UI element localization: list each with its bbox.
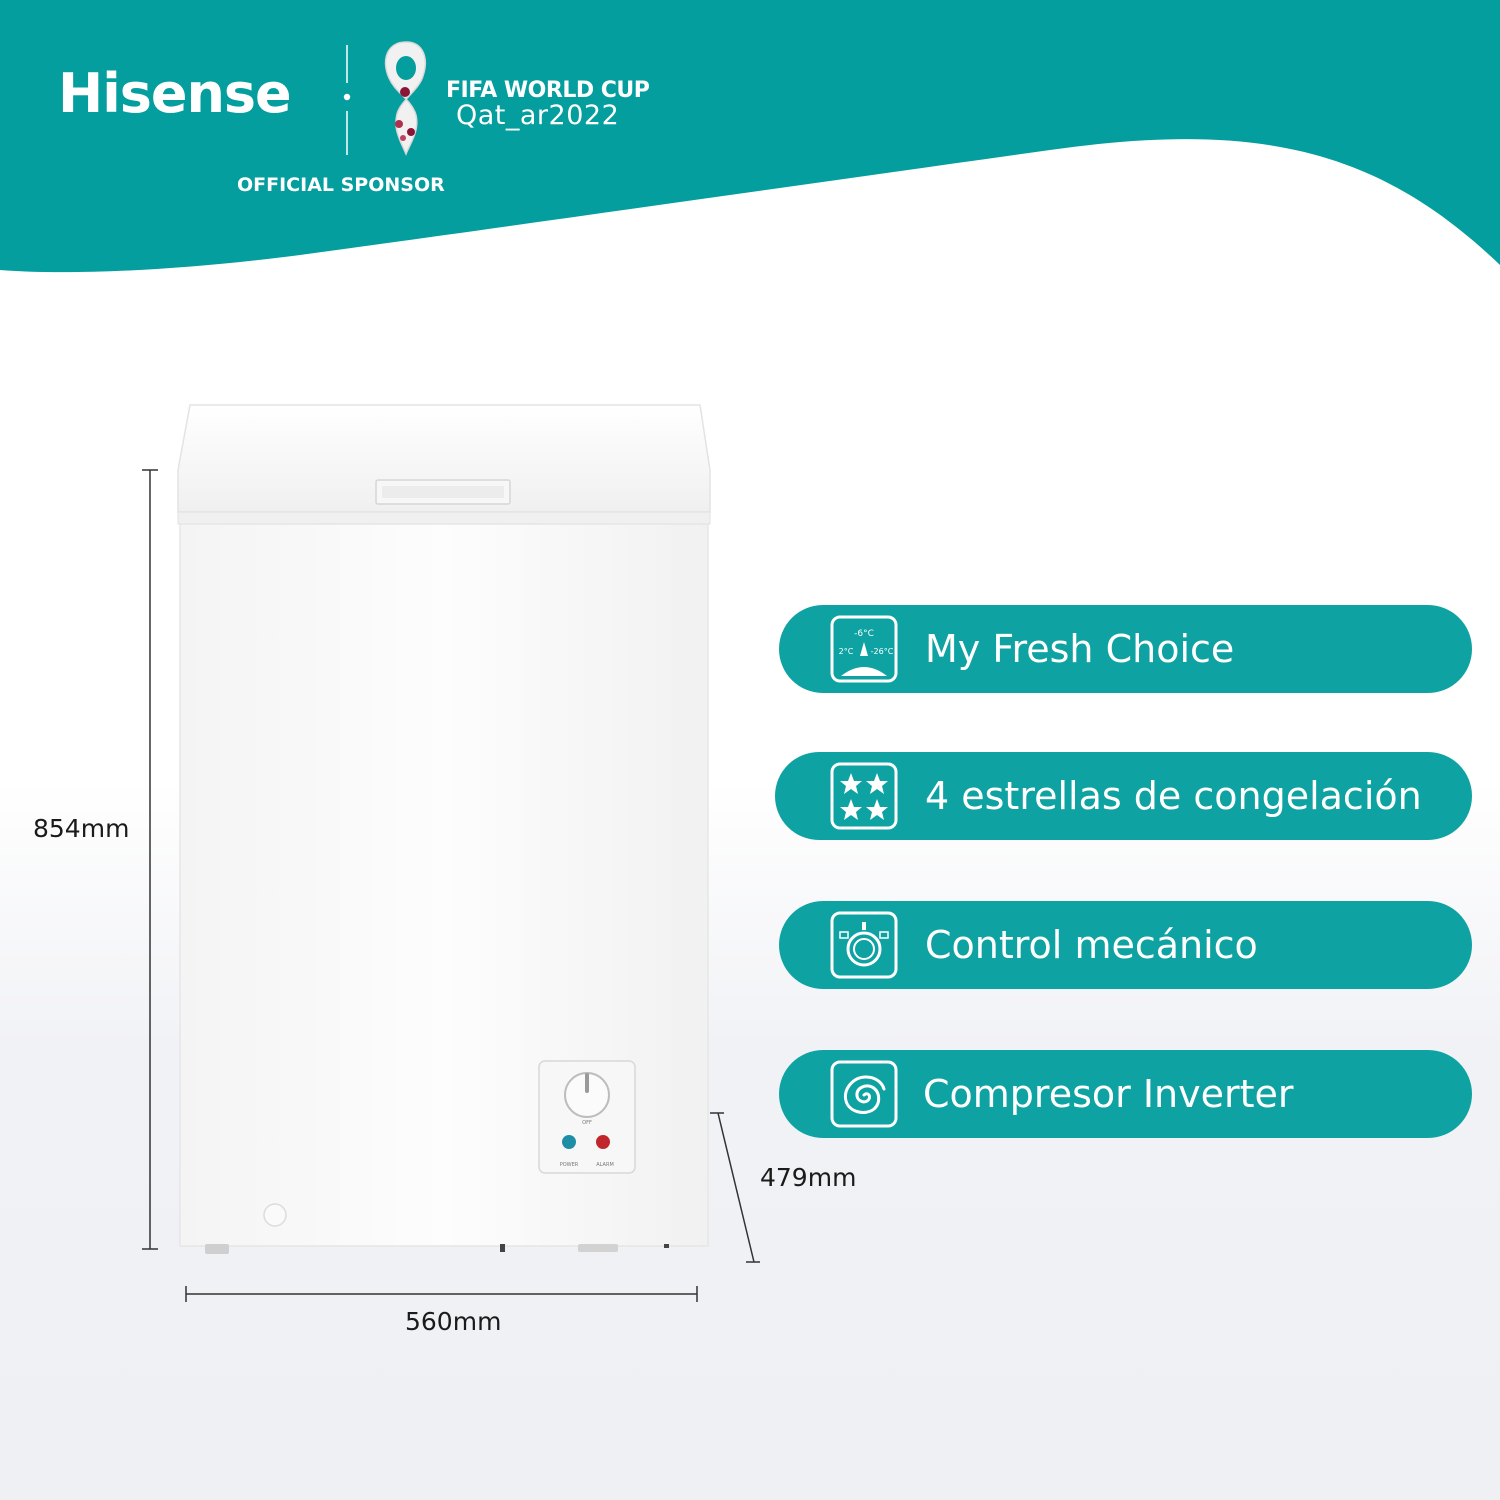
inverter-spiral-icon — [829, 1059, 899, 1129]
feature-label: My Fresh Choice — [925, 627, 1235, 671]
dial-off-label: OFF — [582, 1120, 592, 1126]
depth-dimension-label: 479mm — [760, 1163, 857, 1192]
width-dimension-label: 560mm — [405, 1307, 502, 1336]
feature-mechanical-control — [779, 901, 1472, 989]
temp-left-label: 2°C — [838, 647, 854, 656]
temp-right-label: -26°C — [870, 647, 894, 656]
mechanical-dial-icon — [829, 910, 899, 980]
feature-label: Compresor Inverter — [923, 1072, 1294, 1116]
feature-label: Control mecánico — [925, 923, 1258, 967]
sponsor-label: OFFICIAL SPONSOR — [237, 174, 445, 196]
four-stars-icon — [829, 761, 899, 831]
depth-dimension-line — [710, 1113, 760, 1262]
width-dimension-line — [186, 1286, 697, 1302]
temp-top-label: -6°C — [854, 629, 874, 639]
brand-logo: Hisense — [58, 62, 291, 125]
event-subtitle: Qat_ar2022 — [456, 100, 620, 131]
height-dimension-label: 854mm — [33, 814, 130, 843]
feature-label: 4 estrellas de congelación — [925, 774, 1422, 818]
power-indicator-label: POWER — [559, 1162, 579, 1168]
event-title: FIFA WORLD CUP — [446, 78, 650, 103]
thermometer-range-icon — [829, 614, 899, 684]
alarm-indicator-label: ALARM — [596, 1162, 614, 1168]
feature-four-star-freezing — [775, 752, 1472, 840]
height-dimension-line — [142, 470, 158, 1249]
feature-my-fresh-choice — [779, 605, 1472, 693]
feature-inverter-compressor — [779, 1050, 1472, 1138]
